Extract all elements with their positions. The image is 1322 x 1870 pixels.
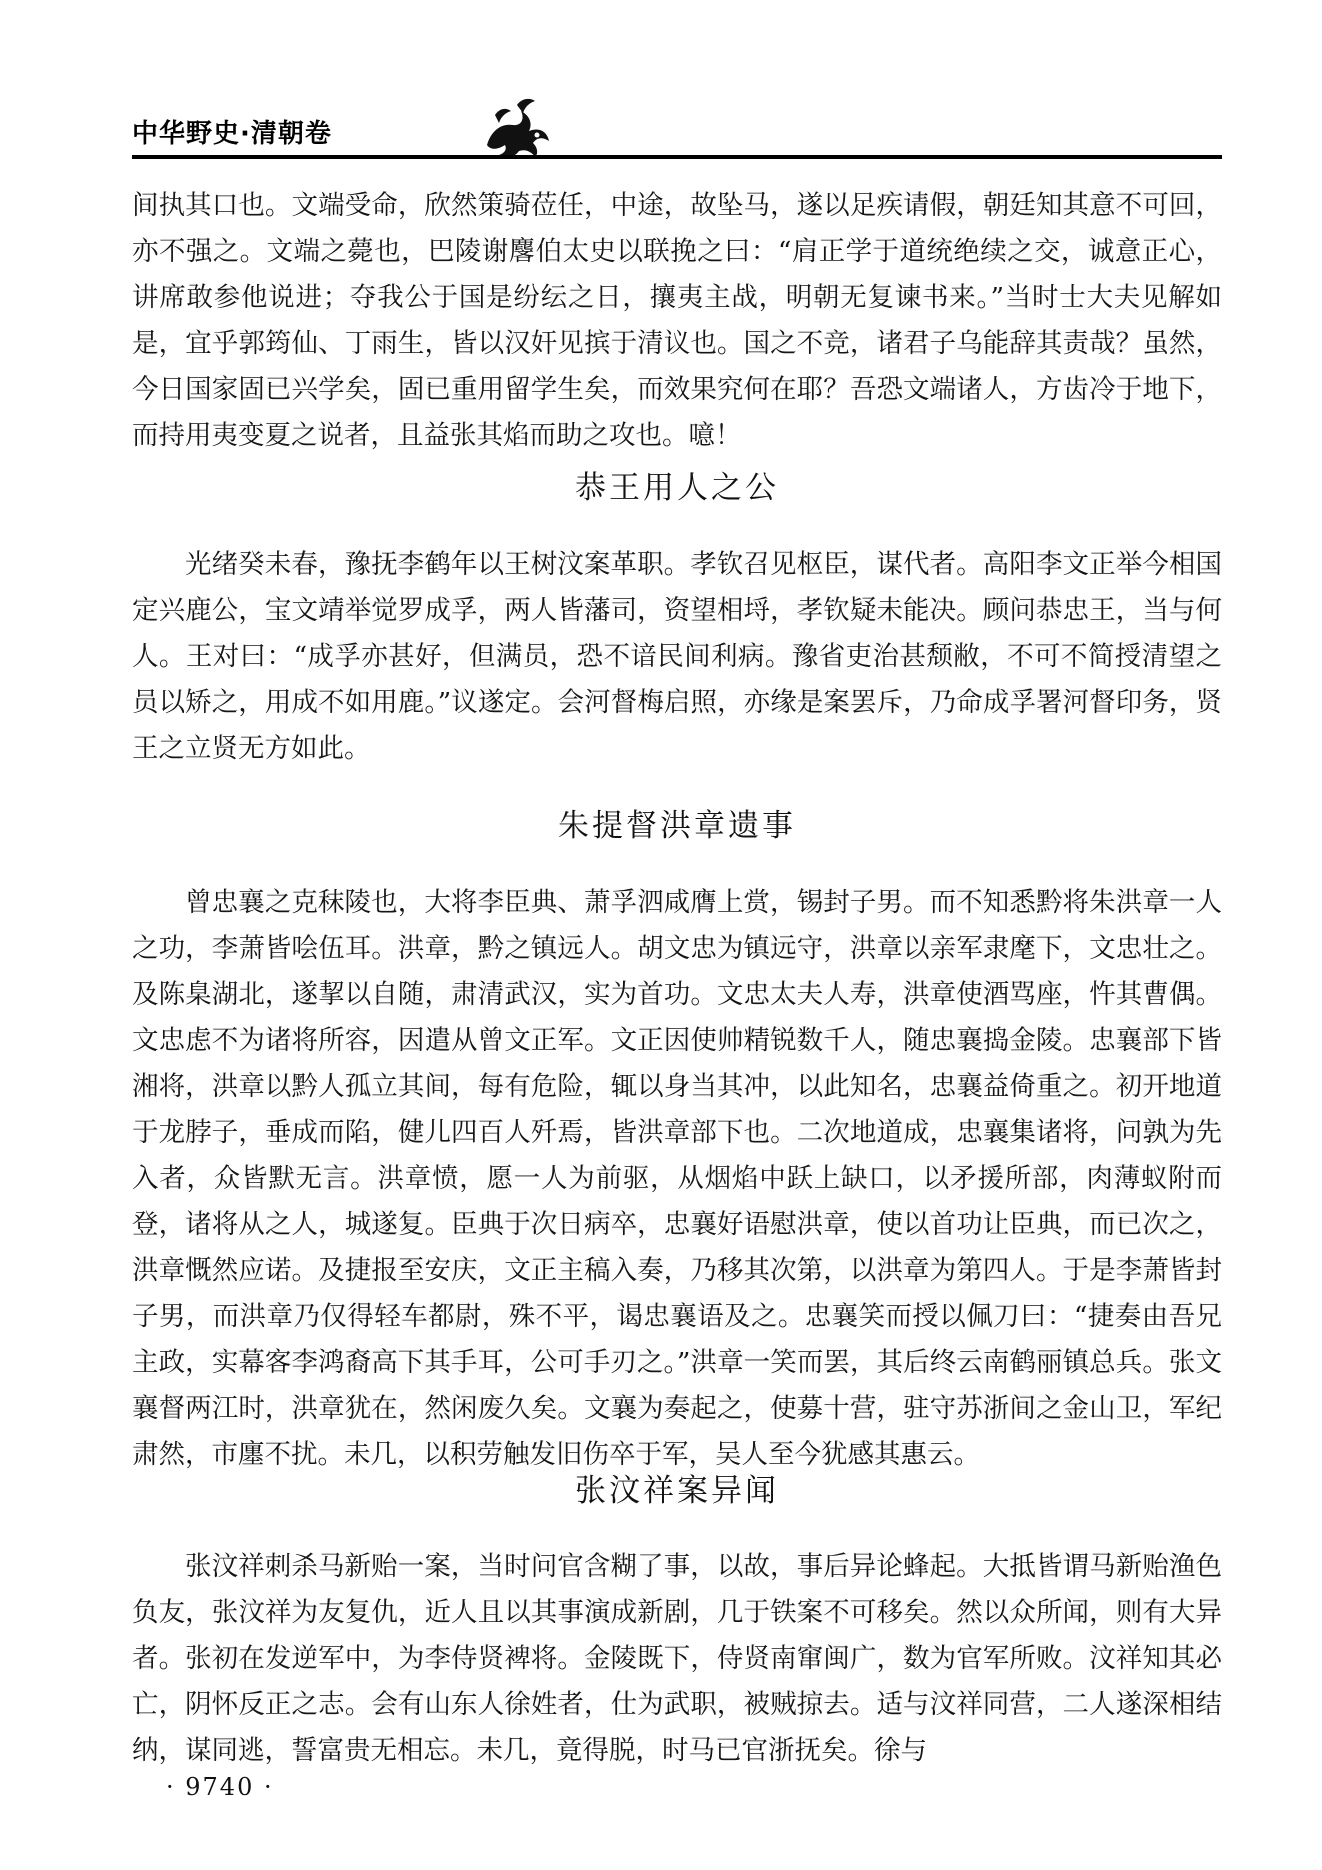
section-text-2: 曾忠襄之克秣陵也，大将李臣典、萧孚泗咸膺上赏，锡封子男。而不知悉黔将朱洪章一人之功，李萧皆哙伍耳。洪章，黔之镇远人。胡文忠为镇远守，洪章以亲军隶麾下，文忠壮之。及陈臬湖北，遂挈以自随，肃清武汉，实为首功。文忠太夫人寿，洪章使酒骂座，忤其曹偶。文忠虑不为诸将所容，因遣从曾文正军。文正因使帅精锐数千人，随忠襄捣金陵。忠襄部下皆湘将，洪章以黔人孤立其间，每有危险，辄以身当其冲，以此知名，忠襄益倚重之。初开地道于龙脖子，垂成而陷，健儿四百人歼焉，皆洪章部下也。二次地道成，忠襄集诸将，问孰为先入者，众皆默无言。洪章愤，愿一人为前驱，从烟焰中跃上缺口，以矛援所部，肉薄蚁附而登，诸将从之人，城遂复。臣典于次日病卒，忠襄好语慰洪章，使以首功让臣典，而已次之，洪章慨然应诺。及捷报至安庆，文正主稿入奏，乃移其次第，以洪章为第四人。于是李萧皆封子男，而洪章乃仅得轻车都尉，殊不平，谒忠襄语及之。忠襄笑而授以佩刀曰：“捷奏由吾兄主政，实幕客李鸿裔高下其手耳，公可手刃之。”洪章一笑而罢，其后终云南鹤丽镇总兵。张文襄督两江时，洪章犹在，然闲废久矣。文襄为奏起之，使募十营，驻守苏浙间之金山卫，军纪肃然，市廛不扰。未几，以积劳触发旧伤卒于军，吴人至今犹感其惠云。 [132, 887, 1222, 1470]
book-title: 中华野史·清朝卷 [132, 119, 332, 149]
section-title-3: 张汶祥案异闻 [575, 1473, 779, 1509]
dragon-emblem-icon [477, 95, 557, 161]
section-text-3: 张汶祥刺杀马新贻一案，当时问官含糊了事，以故，事后异论蜂起。大抵皆谓马新贻渔色负友，张汶祥为友复仇，近人且以其事演成新剧，几于铁案不可移矣。然以众所闻，则有大异者。张初在发逆军中，为李侍贤裨将。金陵既下，侍贤南窜闽广，数为官军所败。汶祥知其必亡，阴怀反正之志。会有山东人徐姓者，仕为武职，被贼掠去。适与汶祥同营，二人遂深相结纳，谋同逃，誓富贵无相忘。未几，竟得脱，时马已官浙抚矣。徐与 [132, 1551, 1222, 1766]
intro-paragraph: 间执其口也。文端受命，欣然策骑莅任，中途，故坠马，遂以足疾请假，朝廷知其意不可回，亦不强之。文端之薨也，巴陵谢麐伯太史以联挽之曰：“肩正学于道统绝续之交，诚意正心，讲席敢参他说进；夺我公于国是纷纭之日，攘夷主战，明朝无复谏书来。”当时士大夫见解如是，宜乎郭筠仙、丁雨生，皆以汉奸见摈于清议也。国之不竞，诸君子乌能辞其责哉？虽然，今日国家固已兴学矣，固已重用留学生矣，而效果究何在耶？吾恐文端诸人，方齿冷于地下，而持用夷变夏之说者，且益张其焰而助之攻也。噫！ [132, 190, 1222, 451]
section-text-1: 光绪癸未春，豫抚李鹤年以王树汶案革职。孝钦召见枢臣，谋代者。高阳李文正举今相国定兴鹿公，宝文靖举觉罗成孚，两人皆藩司，资望相埒，孝钦疑未能决。顾问恭忠王，当与何人。王对曰：“成孚亦甚好，但满员，恐不谙民间利病。豫省吏治甚颓敝，不可不简授清望之员以矫之，用成不如用鹿。”议遂定。会河督梅启照，亦缘是案罢斥，乃命成孚署河督印务，贤王之立贤无方如此。 [132, 549, 1222, 764]
header-rule [132, 155, 1222, 159]
section-title-2: 朱提督洪章遗事 [558, 808, 796, 844]
section-title-1: 恭王用人之公 [575, 470, 779, 506]
page-number: · 9740 · [166, 1773, 274, 1801]
running-header [132, 95, 1232, 165]
